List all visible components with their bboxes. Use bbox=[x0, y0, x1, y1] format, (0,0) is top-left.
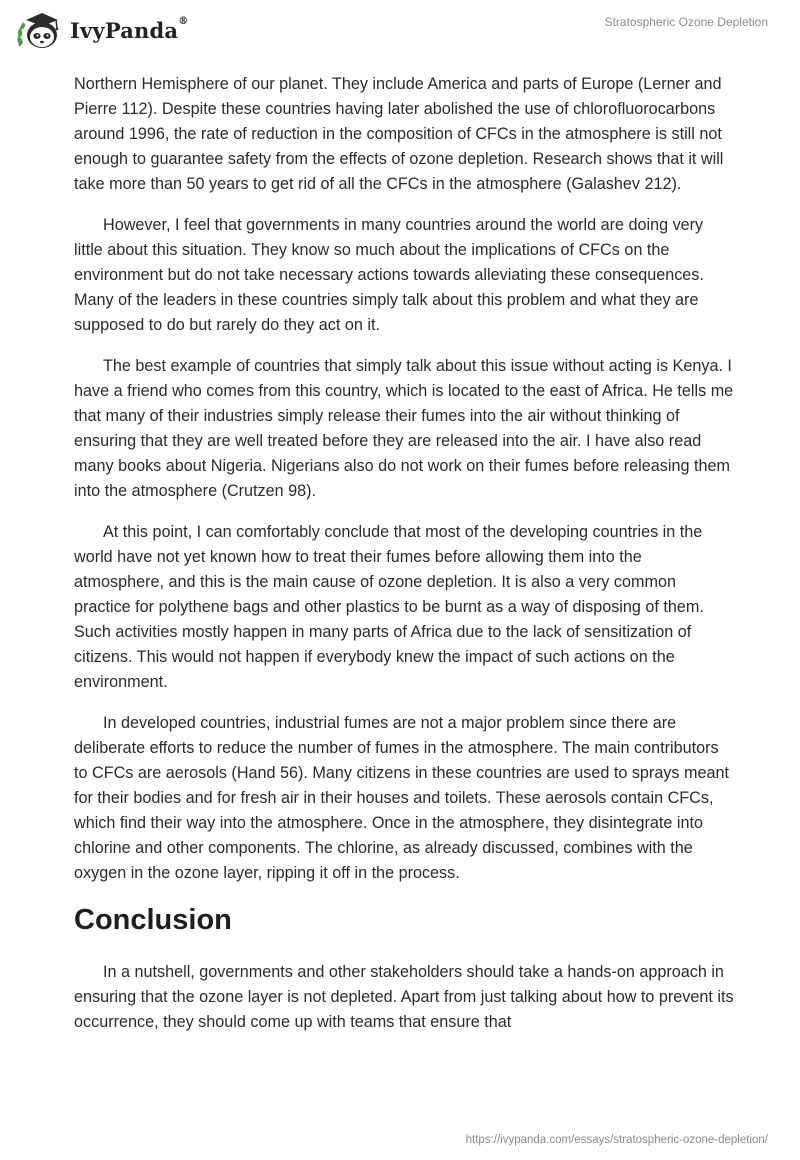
ivypanda-logo[interactable] bbox=[14, 8, 188, 52]
body-paragraph: Northern Hemisphere of our planet. They include America and parts of Europe (Lerner and Pierre 112). Despite these countries having later abolished the use of chlorofluorocarbons around 1996, the rate of reduction in the composition of CFCs in the atmosphere is still not enough to guarantee safety from the effects of ozone depletion. Research shows that it will take more than 50 years to get rid of all the CFCs in the atmosphere (Galashev 212). bbox=[74, 75, 724, 193]
body-paragraph: At this point, I can comfortably conclude that most of the developing countries in the world have not yet known how to treat their fumes before allowing them into the atmosphere, and this is the main cause of ozone depletion. It is also a very common practice for polythene bags and other plastics to be burnt as a way of disposing of them. Such activities mostly happen in many parts of Africa due to the lack of sensitization of citizens. This would not happen if everybody knew the impact of such actions on the environment. bbox=[74, 523, 704, 691]
brand-name: IvyPanda® bbox=[70, 15, 189, 43]
panda-graduation-cap-icon bbox=[14, 8, 68, 52]
page-header bbox=[0, 0, 800, 60]
registered-mark: ® bbox=[178, 15, 189, 27]
conclusion-paragraph: In a nutshell, governments and other stakeholders should take a hands-on approach in ensuring that the ozone layer is not depleted. Apart from just talking about how to prevent its occurrence, they should come up with teams that ensure that bbox=[74, 963, 734, 1031]
body-paragraph: The best example of countries that simply talk about this issue without acting is Kenya. I have a friend who comes from this country, which is located to the east of Africa. He tells me that many of their industries simply release their fumes into the air without thinking of ensuring that they are well treated before they are released into the air. I have also read many books about Nigeria. Nigerians also do not work on their fumes before releasing them into the atmosphere (Crutzen 98). bbox=[74, 357, 734, 500]
body-paragraph: However, I feel that governments in many countries around the world are doing very little about this situation. They know so much about the implications of CFCs on the environment but do not take necessary actions towards alleviating these consequences. Many of the leaders in these countries simply talk about this problem and what they are supposed to do but rarely do they act on it. bbox=[74, 216, 704, 334]
conclusion-heading: Conclusion bbox=[74, 904, 232, 936]
body-paragraph: In developed countries, industrial fumes are not a major problem since there are deliberate efforts to reduce the number of fumes in the atmosphere. The main contributors to CFCs are aerosols (Hand 56). Many citizens in these countries are used to sprays meant for their bodies and for fresh air in their houses and toilets. These aerosols contain CFCs, which find their way into the atmosphere. Once in the atmosphere, they disintegrate into chlorine and other components. The chlorine, as already discussed, combines with the oxygen in the ozone layer, ripping it off in the process. bbox=[74, 714, 729, 882]
essay-body bbox=[74, 72, 734, 1051]
source-url[interactable]: https://ivypanda.com/essays/stratospheric-ozone-depletion/ bbox=[465, 1134, 768, 1146]
document-title: Stratospheric Ozone Depletion bbox=[604, 15, 768, 29]
